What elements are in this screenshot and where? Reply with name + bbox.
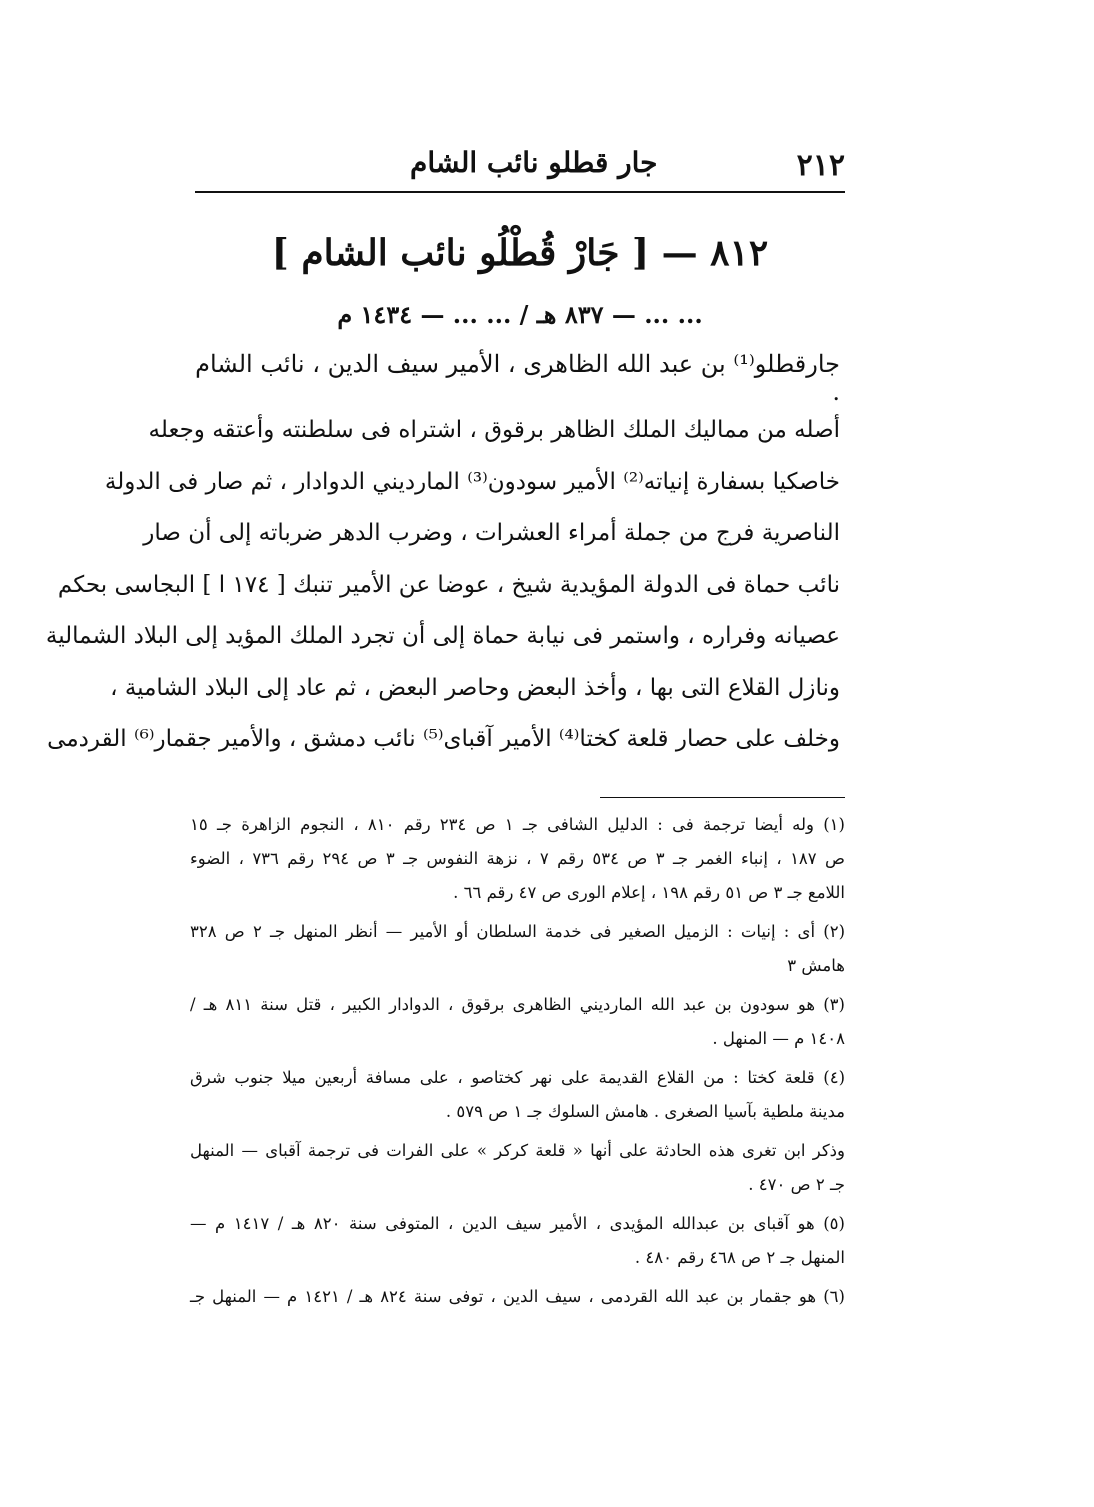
body-line: الناصرية فرج من جملة أمراء العشرات ، وضرب الدهر ضرباته إلى أن صار [143,520,840,546]
footnote-4-continued [190,1134,845,1202]
footnote-3 [190,988,845,1056]
footnote-line: (٤) قلعة كختا : من القلاع القديمة على نهر كختاصو ، على مسافة أربعين ميلا جنوب شرق [190,1068,845,1087]
body-line: أصله من مماليك الملك الظاهر برقوق ، اشتراه فى سلطنته وأعتقه وجعله [148,417,840,443]
footnote-line: اللامع جـ ٣ ص ٥١ رقم ١٩٨ ، إعلام الورى ص ٤٧ رقم ٦٦ . [453,883,845,902]
body-line: نائب حماة فى الدولة المؤيدية شيخ ، عوضا عن الأمير تنبك [ ١٧٤ ا ] البجاسى بحكم [57,571,840,598]
footnote-line: مدينة ملطية بآسيا الصغرى . هامش السلوك جـ ١ ص ٥٧٩ . [445,1102,845,1121]
entry-title: ٨١٢ — [ جَارْ قُطْلُو نائب الشام ] [271,232,769,274]
footnote-line: ١٤٠٨ م — المنهل . [712,1029,845,1048]
footnote-line: (٢) أى : إنيات : الزميل الصغير فى خدمة السلطان أو الأمير — أنظر المنهل جـ ٢ ص ٣٢٨ [190,922,845,941]
footnote-divider [600,797,845,798]
footnote-line: هامش ٣ [787,956,845,975]
footnotes [190,808,845,1319]
footnote-line: ص ١٨٧ ، إنباء الغمر جـ ٣ ص ٥٣٤ رقم ٧ ، نزهة النفوس جـ ٣ ص ٢٩٤ رقم ٧٣٦ ، الضوء [190,849,845,868]
page-header [195,140,845,190]
footnote-4 [190,1061,845,1129]
footnote-line: (١) وله أيضا ترجمة فى : الدليل الشافى جـ ١ ص ٢٣٤ رقم ٨١٠ ، النجوم الزاهرة جـ ١٥ [190,815,845,834]
footnote-1 [190,808,845,910]
body-line: ونازل القلاع التى بها ، وأخذ البعض وحاصر البعض ، ثم عاد إلى البلاد الشامية ، [110,674,840,701]
footnote-2 [190,915,845,983]
running-title: جار قطلو نائب الشام [410,146,658,179]
header-divider [195,191,845,193]
footnote-line: وذكر ابن تغرى هذه الحادثة على أنها « قلعة كركر » على الفرات فى ترجمة آقباى — المنهل [190,1141,845,1160]
page-number: ٢١٢ [796,148,845,183]
entry-dates: ... ... — ٨٣٧ هـ / ... ... — ١٤٣٤ م [337,300,703,329]
footnote-line: المنهل جـ ٢ ص ٤٦٨ رقم ٤٨٠ . [634,1248,845,1267]
body-paragraph [45,405,840,766]
footnote-line: (٦) هو جقمار بن عبد الله القردمى ، سيف الدين ، توفى سنة ٨٢٤ هـ / ١٤٢١ م — المنهل جـ [190,1287,845,1306]
footnote-line: (٥) هو آقباى بن عبدالله المؤيدى ، الأمير سيف الدين ، المتوفى سنة ٨٢٠ هـ / ١٤١٧ م — [190,1214,845,1233]
body-line: وخلف على حصار قلعة كختا⁽⁴⁾ الأمير آقباى⁽⁵⁾ نائب دمشق ، والأمير جقمار⁽⁶⁾ القردمى [47,726,840,752]
footnote-line: جـ ٢ ص ٤٧٠ . [748,1175,845,1194]
footnote-5 [190,1207,845,1275]
body-line: خاصكيا بسفارة إنياته⁽²⁾ الأمير سودون⁽³⁾ المارديني الدوادار ، ثم صار فى الدولة [104,468,840,495]
footnote-6 [190,1280,845,1314]
body-line: عصيانه وفراره ، واستمر فى نيابة حماة إلى أن تجرد الملك المؤيد إلى البلاد الشمالية [45,623,840,649]
footnote-line: (٣) هو سودون بن عبد الله المارديني الظاهرى برقوق ، الدوادار الكبير ، قتل سنة ٨١١ هـ / [190,995,845,1014]
entry-name-line: جارقطلو⁽¹⁾ بن عبد الله الظاهرى ، الأمير سيف الدين ، نائب الشام . [195,350,840,406]
